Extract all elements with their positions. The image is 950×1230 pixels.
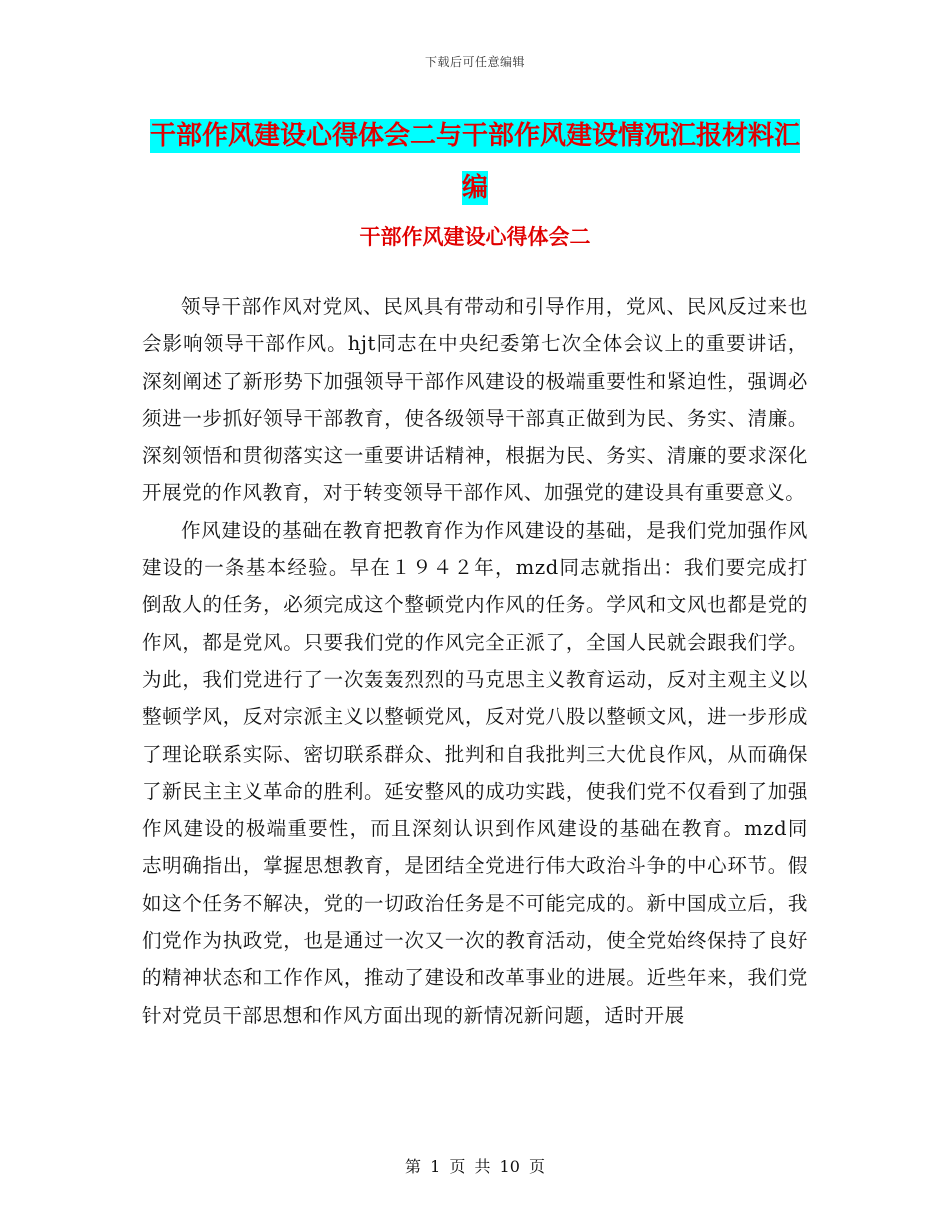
header-note: 下载后可任意编辑 xyxy=(424,55,525,69)
document-title xyxy=(150,110,800,214)
document-body xyxy=(142,288,808,1034)
section-title: 干部作风建设心得体会二 xyxy=(359,225,591,249)
page-number-footer: 第 1 页 共 10 页 xyxy=(405,1157,545,1176)
document-title-text: 干部作风建设心得体会二与干部作风建设情况汇报材料汇编 xyxy=(150,121,801,203)
body-paragraph: 领导干部作风对党风、民风具有带动和引导作用，党风、民风反过来也会影响领导干部作风。hjt同志在中央纪委第七次全体会议上的重要讲话，深刻阐述了新形势下加强领导干部作风建设的极端重要性和紧迫性，强调必须进一步抓好领导干部教育，使各级领导干部真正做到为民、务实、清廉。深刻领悟和贯彻落实这一重要讲话精神，根据为民、务实、清廉的要求深化开展党的作风教育，对于转变领导干部作风、加强党的建设具有重要意义。 xyxy=(142,295,808,505)
body-paragraph: 作风建设的基础在教育把教育作为作风建设的基础，是我们党加强作风建设的一条基本经验。早在１９４２年，mzd同志就指出：我们要完成打倒敌人的任务，必须完成这个整顿党内作风的任务。学风和文风也都是党的作风，都是党风。只要我们党的作风完全正派了，全国人民就会跟我们学。为此，我们党进行了一次轰轰烈烈的马克思主义教育运动，反对主观主义以整顿学风，反对宗派主义以整顿党风，反对党八股以整顿文风，进一步形成了理论联系实际、密切联系群众、批判和自我批判三大优良作风，从而确保了新民主主义革命的胜利。延安整风的成功实践，使我们党不仅看到了加强作风建设的极端重要性，而且深刻认识到作风建设的基础在教育。mzd同志明确指出，掌握思想教育，是团结全党进行伟大政治斗争的中心环节。假如这个任务不解决，党的一切政治任务是不可能完成的。新中国成立后，我们党作为执政党，也是通过一次又一次的教育活动，使全党始终保持了良好的精神状态和工作作风，推动了建设和改革事业的进展。近些年来，我们党针对党员干部思想和作风方面出现的新情况新问题，适时开展 xyxy=(142,518,808,1027)
